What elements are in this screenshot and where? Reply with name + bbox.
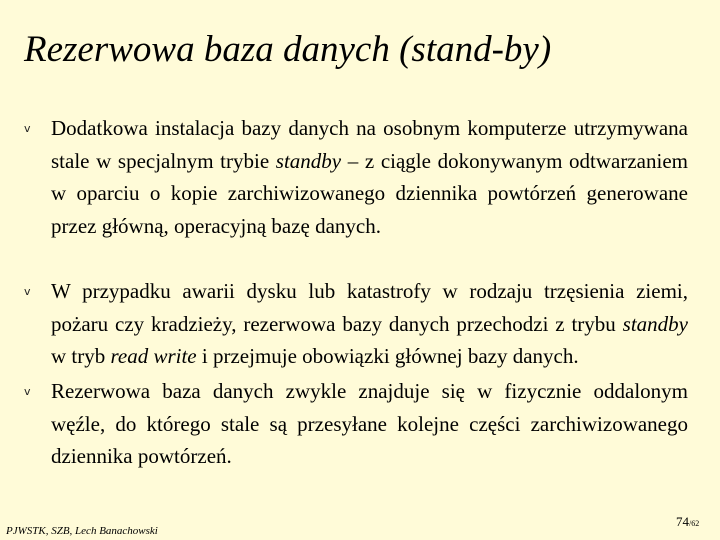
page-current: 74	[676, 514, 689, 529]
slide-title: Rezerwowa baza danych (stand-by)	[24, 29, 552, 70]
bullet-text-part: – z ciągle dokonywanym odtwarzaniem w oparciu o kopie zarchiwizowanego dziennika powtórzeń generowane przez główną, operacyjną bazę danych.	[51, 148, 688, 238]
bullet-text-part: W przypadku awarii dysku lub katastrofy w rodzaju trzęsienia ziemi, pożaru czy kradzieży, rezerwowa bazy danych przechodzi z trybu	[51, 279, 688, 336]
bullet-text-italic: read write	[110, 344, 197, 368]
bullet-text-part: Dodatkowa instalacja bazy danych na osobnym komputerze utrzymywana stale w specjalnym trybie	[51, 116, 688, 173]
page-number	[676, 514, 699, 530]
bullet-text-part: Rezerwowa baza danych zwykle znajduje się w fizycznie oddalonym węźle, do którego stale są przesyłane kolejne części zarchiwizowanego dziennika powtórzeń.	[51, 379, 688, 468]
bullet-text-italic: standby	[622, 311, 688, 336]
bullet-text	[51, 375, 688, 473]
bullet-text-part: w tryb	[51, 344, 111, 368]
bullet-marker-icon: v	[24, 285, 31, 298]
bullet-item	[24, 275, 688, 373]
bullet-text-italic: standby	[275, 148, 342, 173]
bullet-marker-icon: v	[24, 122, 31, 135]
footer-author: PJWSTK, SZB, Lech Banachowski	[6, 525, 158, 537]
bullet-text	[51, 112, 688, 242]
bullet-text-part: i przejmuje obowiązki głównej bazy danych.	[196, 344, 579, 368]
bullet-text	[51, 275, 688, 373]
page-total: /62	[689, 519, 700, 528]
bullet-marker-icon: v	[24, 385, 31, 398]
bullet-item	[24, 112, 688, 242]
bullet-item	[24, 375, 688, 473]
